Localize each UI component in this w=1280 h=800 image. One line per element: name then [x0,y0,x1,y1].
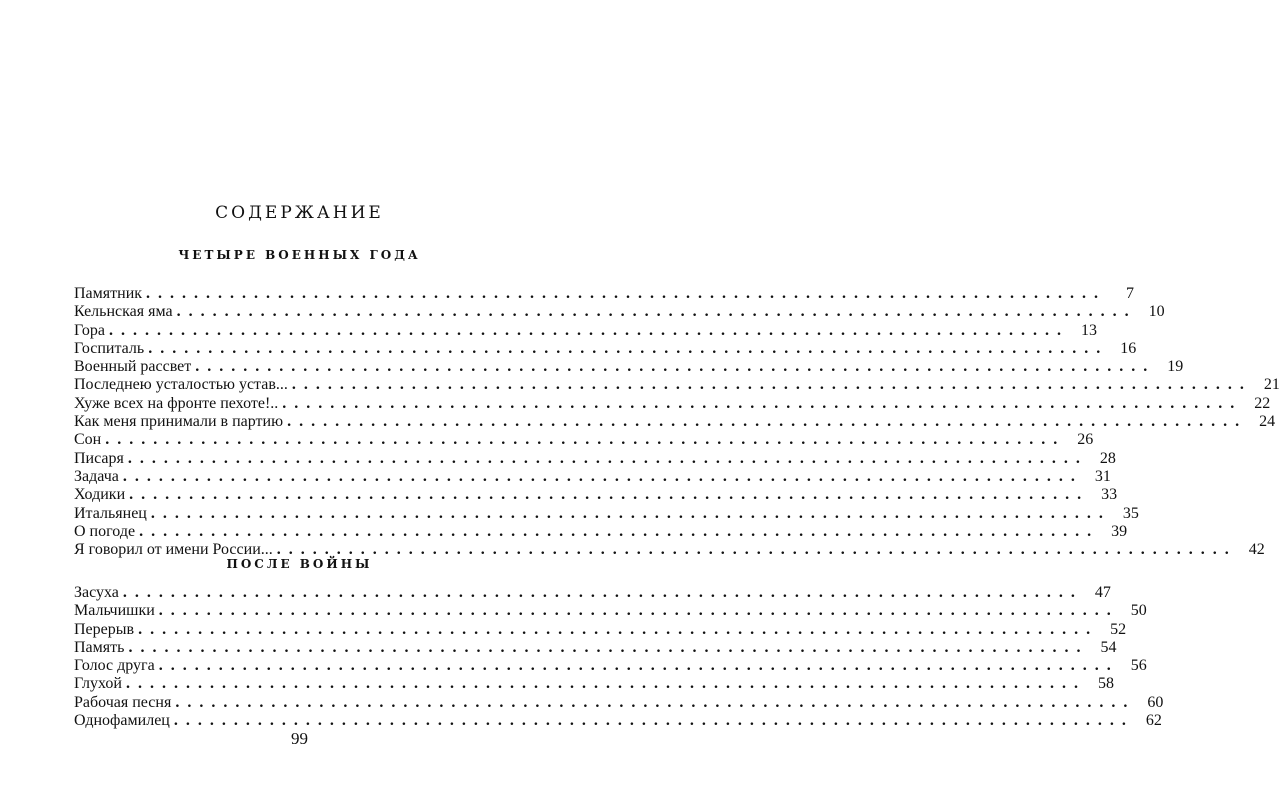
dot-leader: ................................................................................ [158,602,1119,620]
toc-entry-title: Хуже всех на фронте пехоте!.. [74,394,279,412]
toc-entry-page: 60 [1147,693,1164,711]
toc-entry-title: О погоде [74,522,136,540]
toc-list-war-years [74,285,1280,559]
dot-leader: ................................................................................ [138,620,1099,638]
toc-entry-title: Мальчишки [74,602,155,620]
toc-entry-page: 58 [1097,675,1114,693]
toc-entry [74,431,1094,449]
toc-entry-page: 21 [1263,376,1280,394]
section-heading-war-years: ЧЕТЫРЕ ВОЕННЫХ ГОДА [178,248,421,262]
toc-entry [74,486,1118,504]
toc-entry-page: 42 [1248,541,1265,559]
toc-entry [74,339,1137,358]
toc-entry [74,693,1164,712]
dot-leader: ................................................................................ [158,657,1119,675]
toc-entry-page: 19 [1167,358,1184,376]
toc-entry [74,321,1097,340]
toc-entry-title: Ходики [74,486,126,504]
toc-entry-title: Итальянец [74,504,147,522]
toc-entry-page: 7 [1126,285,1135,302]
toc-entry-title: Памятник [74,285,143,302]
dot-leader: ................................................................................ [125,675,1086,693]
toc-entry [74,285,1135,303]
toc-entry [74,394,1271,413]
toc-entry [74,504,1139,523]
toc-entry-title: Последнею усталостью устав... [74,376,288,394]
dot-leader: ................................................................................ [150,504,1111,522]
dot-leader: ................................................................................ [173,712,1134,730]
toc-entry-page: 13 [1080,321,1097,339]
toc-entry [74,413,1276,431]
toc-entry-title: Перерыв [74,620,135,638]
toc-entry-title: Засуха [74,584,119,601]
toc-entry-page: 10 [1148,303,1165,321]
toc-entry [74,602,1147,620]
dot-leader: ................................................................................ [127,449,1088,467]
toc-entry [74,638,1117,657]
toc-entry-title: Однофамилец [74,712,170,730]
toc-entry [74,449,1116,468]
dot-leader: ................................................................................ [276,541,1237,559]
toc-list-after-war [74,584,1164,730]
toc-entry-page: 62 [1145,712,1162,730]
toc-entry-page: 39 [1111,522,1128,540]
toc-entry-title: Память [74,638,125,656]
toc-entry [74,358,1184,376]
section-heading-after-war: ПОСЛЕ ВОЙНЫ [226,557,373,571]
toc-entry-title: Глухой [74,675,122,693]
toc-entry-title: Задача [74,467,119,485]
toc-entry-page: 54 [1100,638,1117,656]
toc-entry-page: 35 [1122,504,1139,522]
toc-entry-page: 52 [1110,620,1127,638]
dot-leader: ................................................................................ [122,584,1083,601]
dot-leader: ................................................................................ [195,358,1156,376]
dot-leader: ................................................................................ [122,467,1083,485]
toc-entry [74,620,1127,639]
dot-leader: ................................................................................ [287,413,1248,431]
toc-entry-title: Как меня принимали в партию [74,413,284,431]
toc-entry-title: Кельнская яма [74,303,173,321]
page-number: 99 [291,729,308,748]
toc-entry-title: Военный рассвет [74,358,192,376]
toc-entry-title: Сон [74,431,102,449]
toc-entry-page: 24 [1259,413,1276,431]
dot-leader: ................................................................................ [105,431,1066,449]
toc-entry [74,584,1111,602]
dot-leader: ................................................................................ [175,693,1136,711]
toc-entry-page: 16 [1120,339,1137,357]
toc-entry-title: Рабочая песня [74,693,172,711]
toc-entry-title: Госпиталь [74,339,145,357]
toc-entry-title: Писаря [74,449,124,467]
toc-entry-page: 26 [1077,431,1094,449]
dot-leader: ................................................................................ [282,394,1243,412]
toc-entry-page: 56 [1130,657,1147,675]
toc-entry-page: 22 [1254,394,1271,412]
toc-entry-title: Гора [74,321,105,339]
dot-leader: ................................................................................ [176,303,1137,321]
toc-entry-page: 50 [1130,602,1147,620]
toc-entry [74,712,1162,730]
dot-leader: ................................................................................ [108,321,1069,339]
toc-entry [74,376,1280,394]
dot-leader: ................................................................................ [128,638,1089,656]
page-title: СОДЕРЖАНИЕ [215,203,384,223]
toc-entry [74,303,1165,321]
toc-entry-page: 31 [1094,467,1111,485]
dot-leader: ................................................................................ [148,339,1109,357]
dot-leader: ................................................................................ [146,285,1107,302]
toc-entry-page: 28 [1099,449,1116,467]
dot-leader: ................................................................................ [139,522,1100,540]
dot-leader: ................................................................................ [291,376,1252,394]
toc-entry [74,522,1128,541]
dot-leader: ................................................................................ [129,486,1090,504]
toc-entry [74,467,1111,486]
toc-entry-page: 47 [1094,584,1111,601]
toc-entry-page: 33 [1101,486,1118,504]
toc-entry-title: Я говорил от имени России... [74,541,273,559]
toc-entry-title: Голос друга [74,657,155,675]
toc-entry [74,657,1147,675]
toc-entry [74,675,1114,693]
